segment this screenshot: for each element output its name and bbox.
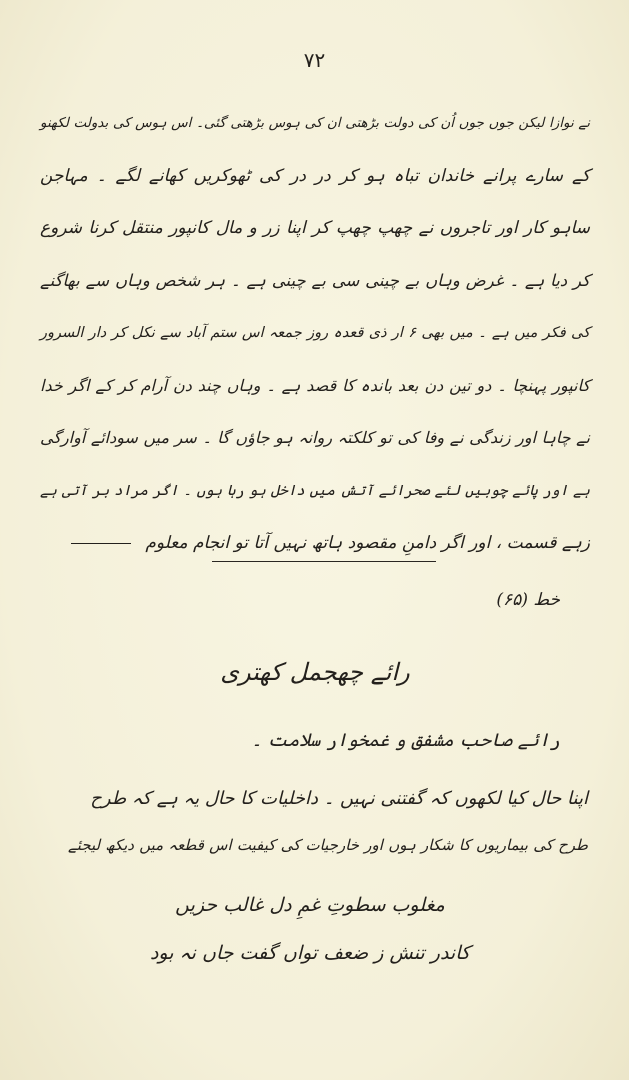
body-line: ساہو کار اور تاجروں نے چھپ چھپ کر اپنا زر و مال کانپور منتقل کرنا شروع — [40, 218, 590, 238]
page-number: ۷۲ — [303, 48, 326, 72]
body-line: نے چاہا اور زندگی نے وفا کی تو کلکتہ روانہ ہو جاؤں گا ۔ سر میں سودائے آوارگی — [40, 428, 591, 447]
paragraph-line: طرح کی بیماریوں کا شکار ہوں اور خارجیات کی کیفیت اس قطعہ میں دیکھ لیجئے — [68, 836, 588, 854]
body-line: کانپور پہنچا ۔ دو تین دن بعد باندہ کا قصد ہے ۔ وہاں چند دن آرام کر کے اگر خدا — [40, 375, 590, 395]
verse-line: کاندر تنش ز ضعف تواں گفت جاں نہ بود — [149, 942, 471, 964]
end-dash — [71, 543, 131, 544]
salutation: رائے صاحب مشفق و غمخوار سلامت ۔ — [251, 730, 560, 751]
body-line-last — [40, 520, 590, 573]
section-divider — [212, 561, 436, 562]
body-line: کی فکر میں ہے ۔ میں بھی ۶ ار ذی قعدہ روز جمعہ اس ستم آباد سے نکل کر دار السرور — [40, 325, 590, 341]
body-line: ہے اور پائے چوبیں لئے صحرائے آتش میں داخل ہو رہا ہوں ۔ اگر مراد بر آتی ہے — [40, 482, 590, 499]
body-line-text: زہے قسمت ، اور اگر دامنِ مقصود ہاتھ نہیں آتا تو انجام معلوم — [145, 533, 590, 553]
letter-body — [40, 100, 590, 573]
body-line: کے سارے پرانے خاندان تباہ ہو کر در در کی ٹھوکریں کھانے لگے ۔ مہاجن — [40, 165, 590, 186]
letter-number: خط (۶۵) — [496, 590, 560, 610]
verse-line: مغلوب سطوتِ غمِ دل غالب حزیں — [175, 894, 445, 916]
letter-title: رائے چھجمل کھتری — [220, 658, 410, 686]
body-line: کر دیا ہے ۔ غرض وہاں بے چینی سی بے چینی ہے ۔ ہر شخص وہاں سے بھاگنے — [40, 270, 590, 290]
paragraph-line: اپنا حال کیا لکھوں کہ گفتنی نہیں ۔ داخلیات کا حال یہ ہے کہ طرح — [90, 788, 588, 809]
body-line: نے نوازا لیکن جوں جوں اُن کی دولت بڑھتی ان کی ہوس بڑھتی گئی۔ اس ہوس کی بدولت لکھنو — [40, 115, 590, 131]
